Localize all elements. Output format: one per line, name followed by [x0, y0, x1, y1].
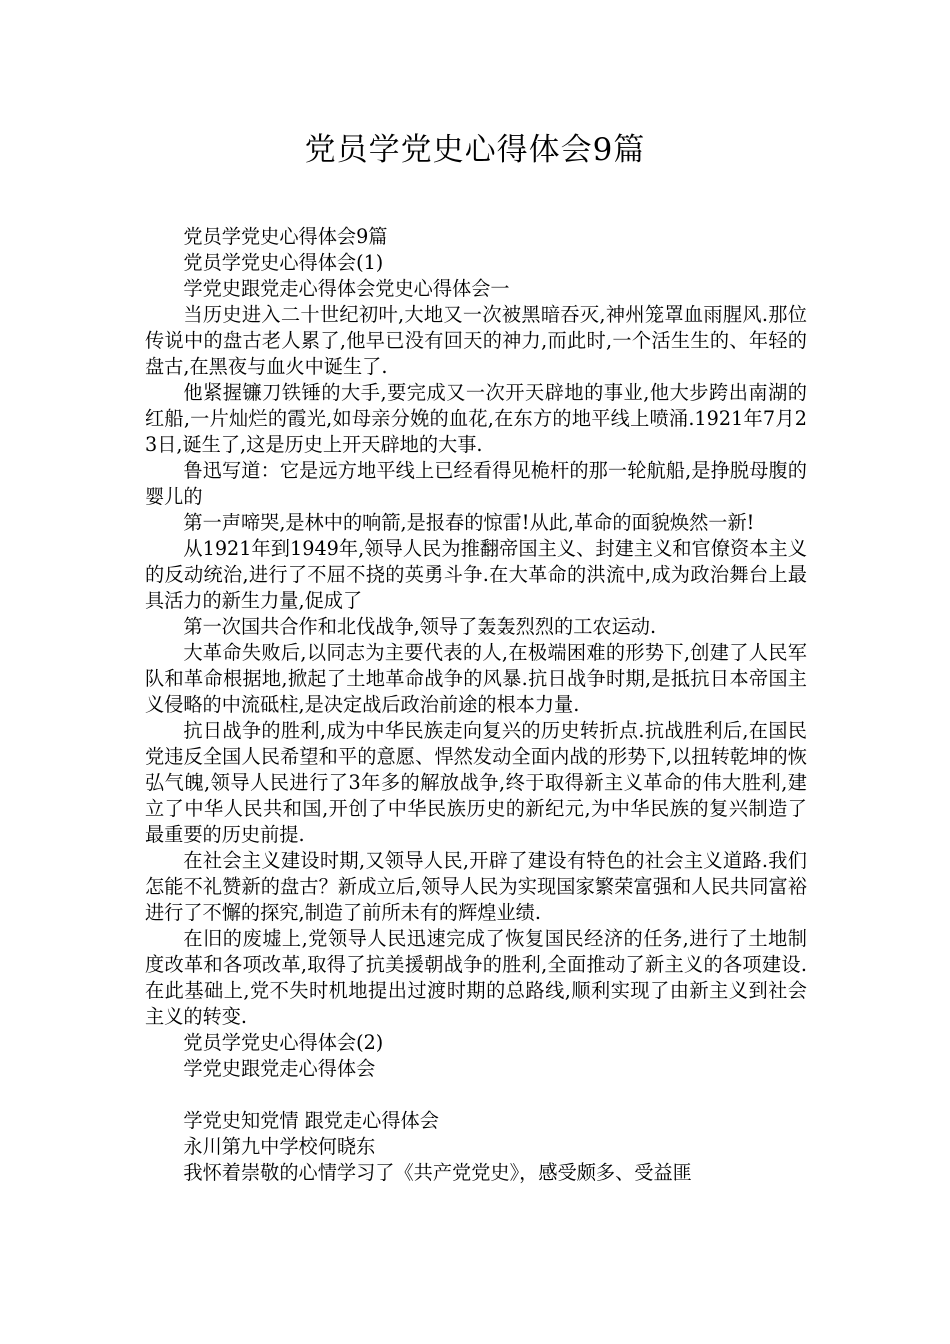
document-body: [145, 224, 807, 1186]
body-paragraph: 党员学党史心得体会9篇: [183, 225, 388, 248]
body-paragraph: 永川第九中学校何晓东: [183, 1135, 376, 1158]
body-paragraph: 第一次国共合作和北伐战争,领导了轰轰烈烈的工农运动.: [183, 615, 657, 638]
body-paragraph: 学党史跟党走心得体会党史心得体会一: [183, 277, 510, 300]
body-paragraph: 学党史知党情 跟党走心得体会: [183, 1109, 439, 1132]
body-paragraph: 鲁迅写道：它是远方地平线上已经看得见桅杆的那一轮航船,是挣脱母腹的婴儿的: [145, 459, 807, 508]
body-paragraph: 从1921年到1949年,领导人民为推翻帝国主义、封建主义和官僚资本主义的反动统治,进行了不屈不挠的英勇斗争.在大革命的洪流中,成为政治舞台上最具活力的新生力量,促成了: [145, 537, 807, 612]
blank-line: [145, 1082, 807, 1108]
body-paragraph: 党员学党史心得体会(1): [183, 251, 384, 274]
body-paragraph: 大革命失败后,以同志为主要代表的人,在极端困难的形势下,创建了人民军队和革命根据地,掀起了土地革命战争的风暴.抗日战争时期,是抵抗日本帝国主义侵略的中流砥柱,是决定战后政治前途的根本力量.: [145, 641, 807, 716]
document-title: 党员学党史心得体会9篇: [304, 132, 646, 168]
body-paragraph: 在社会主义建设时期,又领导人民,开辟了建设有特色的社会主义道路.我们怎能不礼赞新的盘古？新成立后,领导人民为实现国家繁荣富强和人民共同富裕进行了不懈的探究,制造了前所未有的辉煌业绩.: [145, 849, 807, 924]
body-paragraph: 他紧握镰刀铁锤的大手,要完成又一次开天辟地的事业,他大步跨出南湖的红船,一片灿烂的霞光,如母亲分娩的血花,在东方的地平线上喷涌.1921年7月23日,诞生了,这是历史上开天辟地的大事.: [145, 381, 807, 456]
body-paragraph: 我怀着崇敬的心情学习了《共产党党史》，感受颇多、受益匪: [183, 1161, 692, 1184]
body-paragraph: 学党史跟党走心得体会: [183, 1057, 376, 1080]
body-paragraph: 党员学党史心得体会(2): [183, 1031, 384, 1054]
body-paragraph: 第一声啼哭,是林中的响箭,是报春的惊雷!从此,革命的面貌焕然一新!: [183, 511, 755, 534]
body-paragraph: 抗日战争的胜利,成为中华民族走向复兴的历史转折点.抗战胜利后,在国民党违反全国人民希望和平的意愿、悍然发动全面内战的形势下,以扭转乾坤的恢弘气魄,领导人民进行了3年多的解放战争,终于取得新主义革命的伟大胜利,建立了中华人民共和国,开创了中华民族历史的新纪元,为中华民族的复兴制造了最重要的历史前提.: [145, 719, 807, 846]
body-paragraph: 当历史进入二十世纪初叶,大地又一次被黑暗吞灭,神州笼罩血雨腥风.那位传说中的盘古老人累了,他早已没有回天的神力,而此时,一个活生生的、年轻的盘古,在黑夜与血火中诞生了.: [145, 303, 807, 378]
body-paragraph: 在旧的废墟上,党领导人民迅速完成了恢复国民经济的任务,进行了土地制度改革和各项改革,取得了抗美援朝战争的胜利,全面推动了新主义的各项建设.在此基础上,党不失时机地提出过渡时期的总路线,顺利实现了由新主义到社会主义的转变.: [145, 927, 807, 1028]
